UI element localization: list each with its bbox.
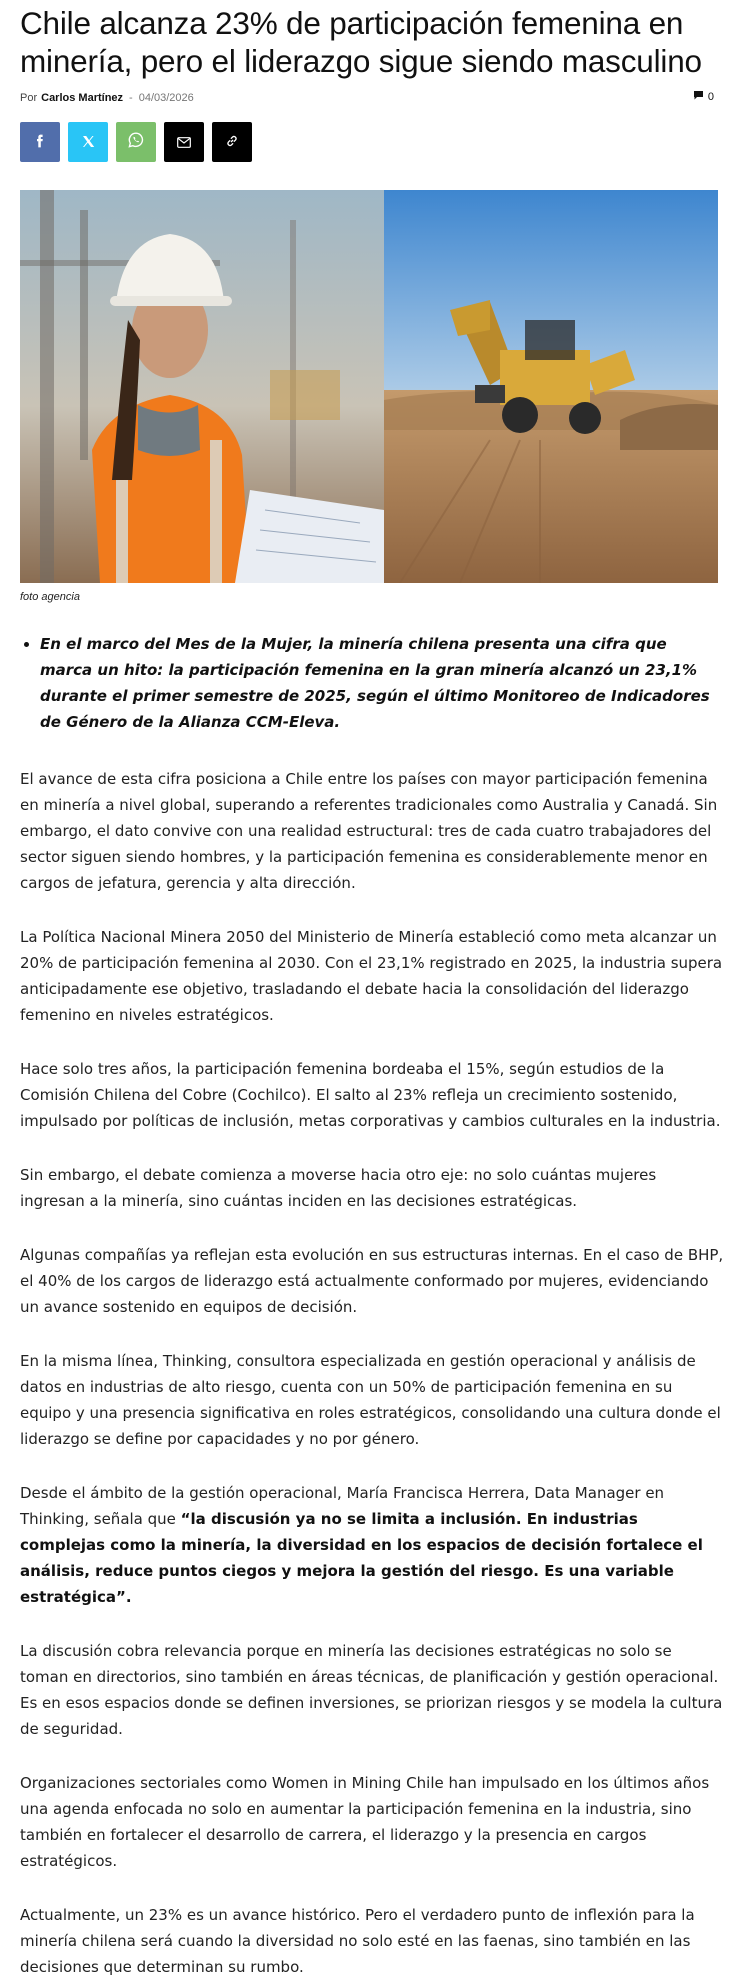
paragraph: La Política Nacional Minera 2050 del Ministerio de Minería estableció como meta alcanzar un 20% de participación femenina al 2030. Con el 23,1% registrado en 2025, la industria supera anticipadamente ese objetivo, trasladando el debate hacia la consolidación del liderazgo femenino en niveles estratégicos. — [20, 928, 723, 1024]
paragraph: Organizaciones sectoriales como Women in Mining Chile han impulsado en los últimos años una agenda enfocada no solo en aumentar la participación femenina en la industria, sino también en fortalecer el desarrollo de carrera, el liderazgo y la presencia en cargos estratégicos. — [20, 1774, 710, 1870]
hero-photo-woman-miner-and-excavator — [20, 190, 718, 583]
byline-prefix: Por — [20, 92, 38, 104]
share-bar — [20, 122, 724, 162]
paragraph: Actualmente, un 23% es un avance histórico. Pero el verdadero punto de inflexión para la minería chilena será cuando la diversidad no solo esté en las faenas, sino también en las decisiones que determinan su rumbo. — [20, 1906, 695, 1976]
paragraph: Hace solo tres años, la participación femenina bordeaba el 15%, según estudios de la Comisión Chilena del Cobre (Cochilco). El salto al 23% refleja un crecimiento sostenido, impulsado por políticas de inclusión, metas corporativas y cambios culturales en la industria. — [20, 1060, 721, 1130]
share-x-button[interactable] — [68, 122, 108, 162]
article-meta — [20, 89, 724, 107]
comments-link[interactable] — [693, 90, 714, 103]
share-whatsapp-button[interactable] — [116, 122, 156, 162]
envelope-icon — [177, 133, 191, 152]
lead-summary: • En el marco del Mes de la Mujer, la minería chilena presenta una cifra que marca un hito: la participación femenina en la gran minería alcanzó un 23,1% durante el primer semestre de 2025, según el último Monitoreo de Indicadores de Género de la Alianza CCM-Eleva. — [40, 631, 724, 735]
paragraph: Algunas compañías ya reflejan esta evolución en sus estructuras internas. En el caso de BHP, el 40% de los cargos de liderazgo está actualmente conformado por mujeres, evidenciando un avance sostenido en equipos de decisión. — [20, 1246, 724, 1316]
article-title: Chile alcanza 23% de participación femenina en minería, pero el liderazgo sigue siendo masculino — [20, 5, 702, 79]
facebook-icon — [33, 133, 47, 152]
whatsapp-icon — [128, 132, 144, 152]
publish-date: 04/03/2026 — [138, 92, 194, 104]
author-link[interactable]: Carlos Martínez — [41, 92, 124, 104]
paragraph: El avance de esta cifra posiciona a Chile entre los países con mayor participación femenina en minería a nivel global, superando a referentes tradicionales como Australia y Canadá. Sin embargo, el dato convive con una realidad estructural: tres de cada cuatro trabajadores del sector siguen siendo hombres, y la participación femenina es considerablemente menor en cargos de jefatura, gerencia y alta dirección. — [20, 770, 718, 892]
hero-image — [20, 190, 718, 583]
share-facebook-button[interactable] — [20, 122, 60, 162]
paragraph: Sin embargo, el debate comienza a moverse hacia otro eje: no solo cuántas mujeres ingresan a la minería, sino cuántas inciden en las decisiones estratégicas. — [20, 1166, 657, 1210]
article-body — [20, 766, 724, 1980]
meta-separator: - — [129, 92, 133, 104]
share-email-button[interactable] — [164, 122, 204, 162]
x-twitter-icon — [82, 133, 95, 152]
quote-intro: Desde el ámbito de la gestión operacional, María Francisca Herrera, Data Manager en Thinking, señala que — [20, 1484, 665, 1528]
paragraph: En la misma línea, Thinking, consultora especializada en gestión operacional y análisis de datos en industrias de alto riesgo, cuenta con un 50% de participación femenina en su equipo y una presencia significativa en roles estratégicos, consolidando una cultura donde el liderazgo se define por capacidades y no por género. — [20, 1352, 721, 1448]
quote-paragraph — [20, 1480, 724, 1610]
comment-icon — [693, 90, 704, 103]
pull-quote: “la discusión ya no se limita a inclusión. En industrias complejas como la minería, la diversidad en los espacios de decisión fortalece el análisis, reduce puntos ciegos y mejora la gestión del riesgo. Es una variable estratégica”. — [20, 1510, 703, 1606]
comment-count: 0 — [707, 90, 714, 103]
link-icon — [225, 133, 239, 152]
share-copy-link-button[interactable] — [212, 122, 252, 162]
lead-list — [20, 631, 724, 735]
paragraph: La discusión cobra relevancia porque en minería las decisiones estratégicas no solo se toman en directorios, sino también en áreas técnicas, de planificación y gestión operacional. Es en esos espacios donde se definen inversiones, se priorizan riesgos y se modela la cultura de seguridad. — [20, 1642, 723, 1738]
image-caption: foto agencia — [20, 591, 80, 603]
